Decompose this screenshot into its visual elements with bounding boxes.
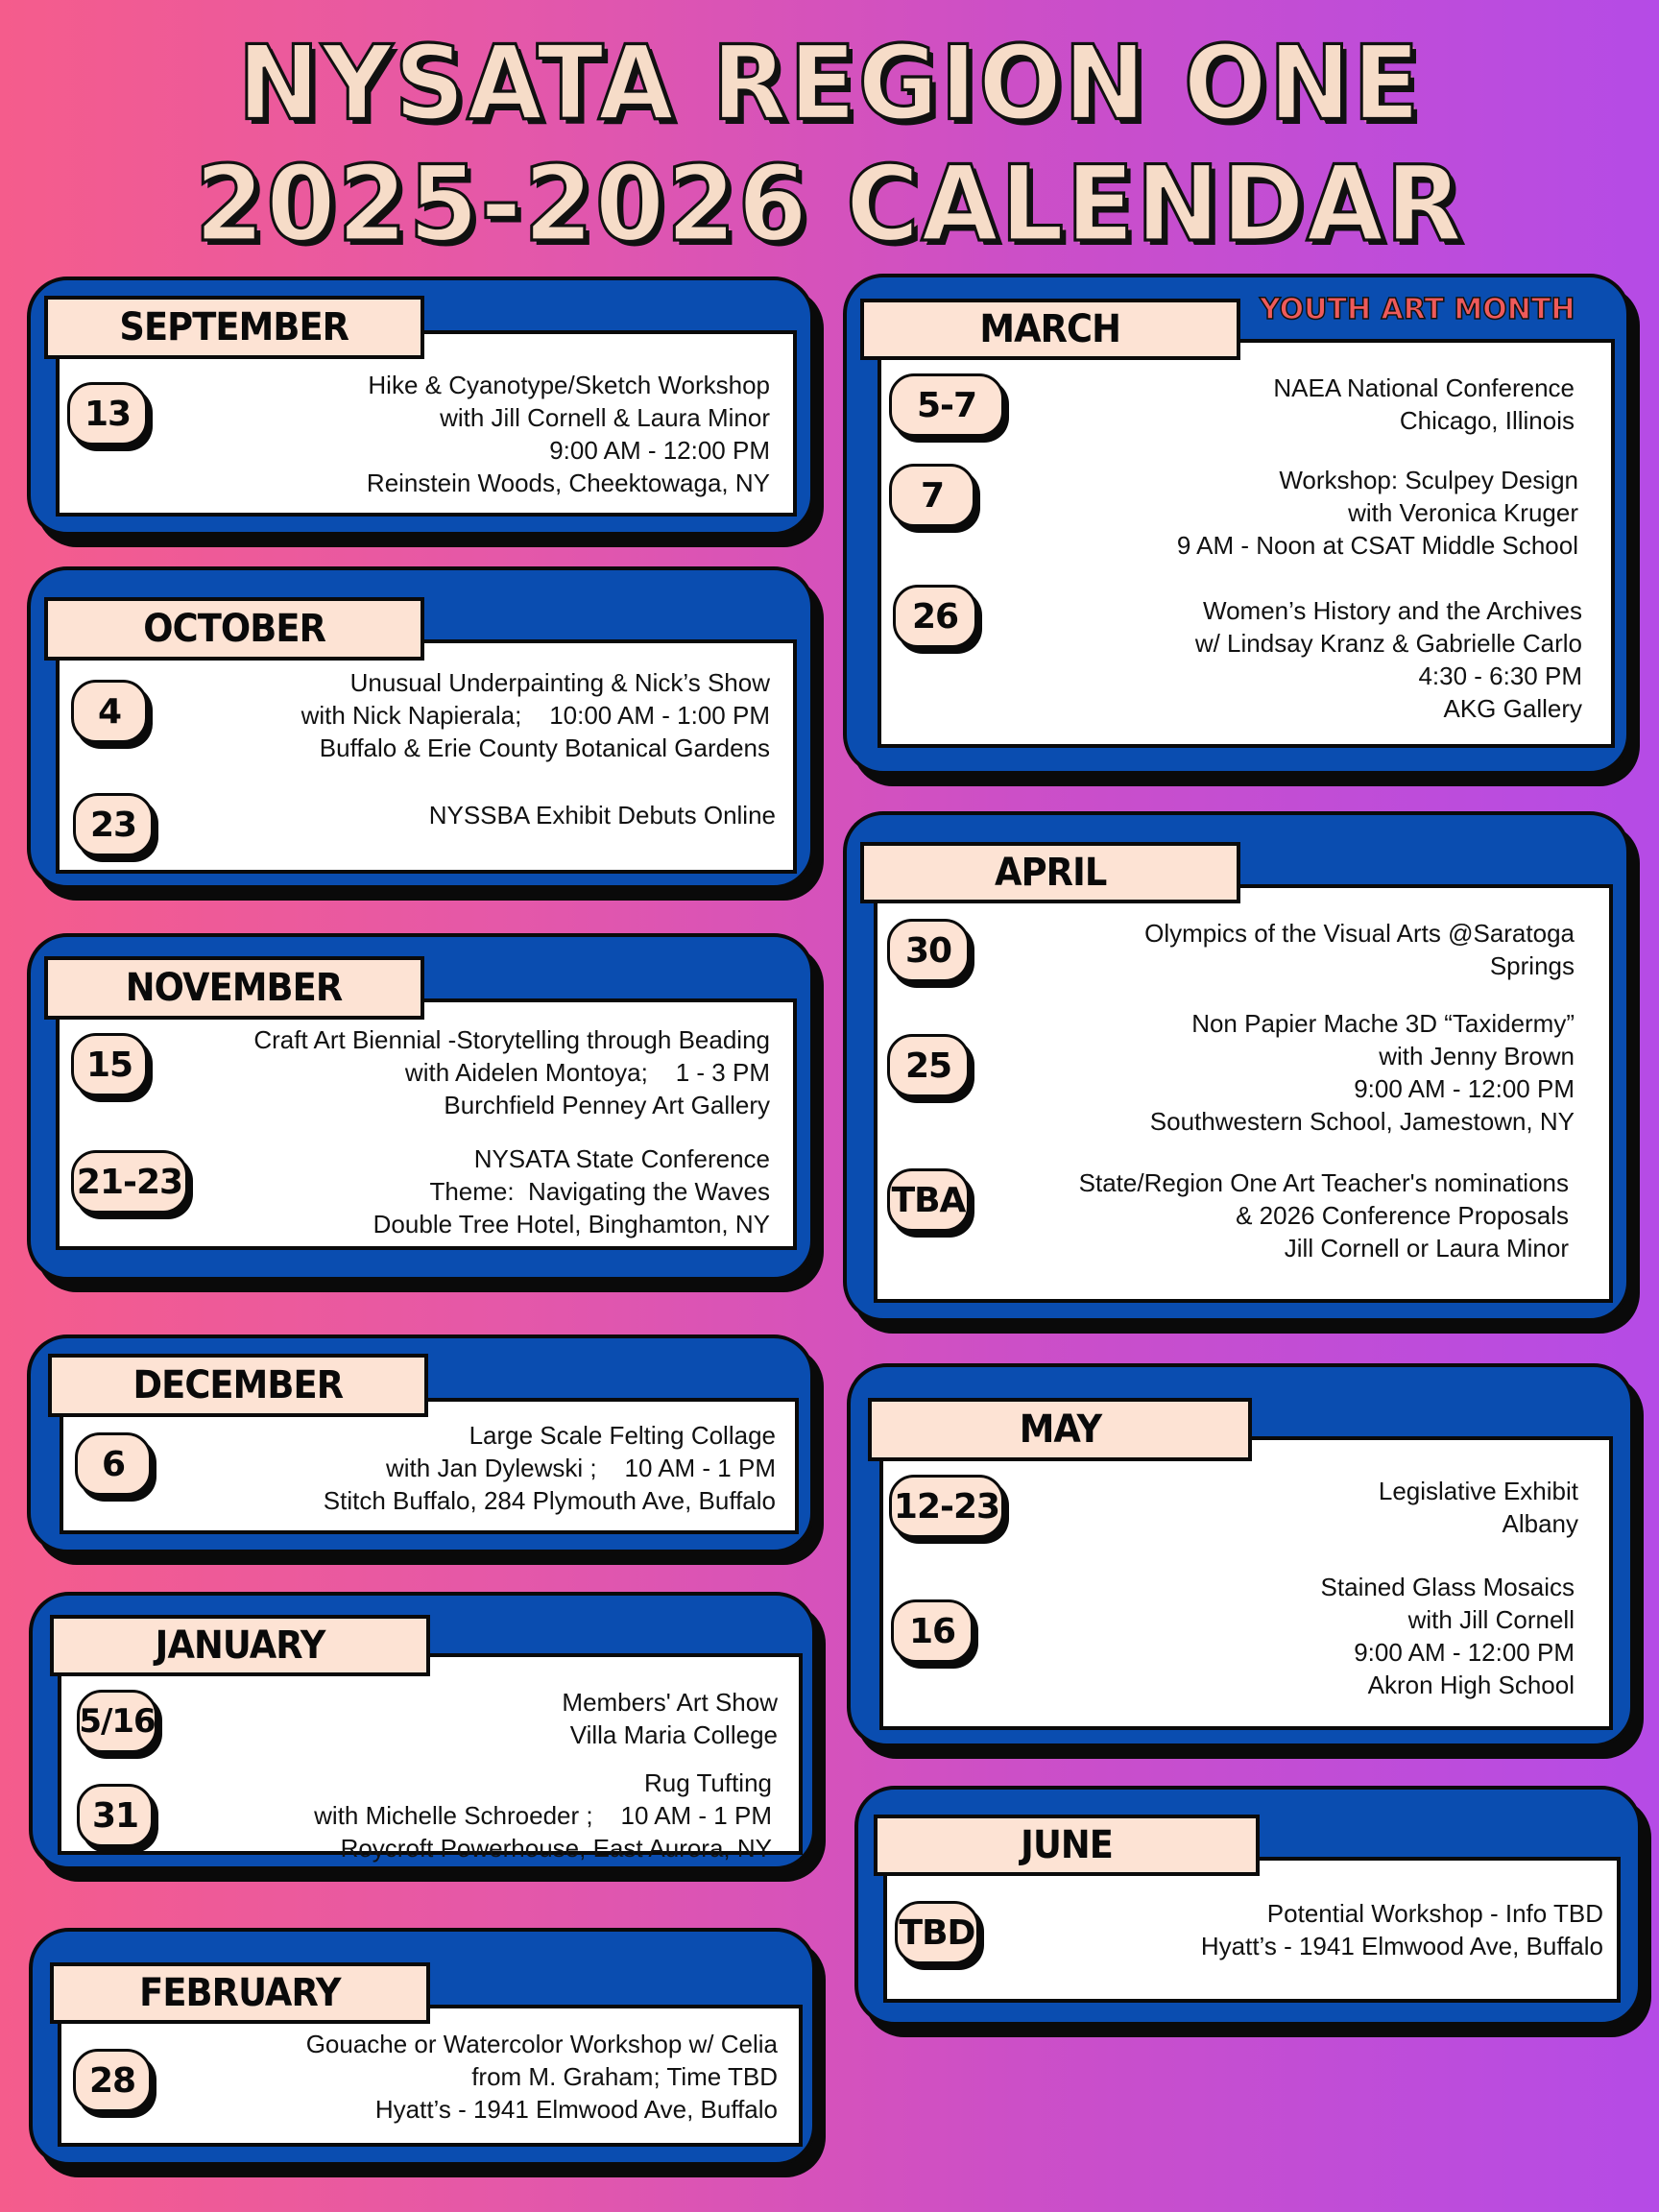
event-details: Workshop: Sculpey Design with Veronica Kruger 9 AM - Noon at CSAT Middle School [1176, 466, 1578, 560]
month-card-december [27, 1334, 814, 1553]
month-label: JANUARY [50, 1615, 430, 1676]
month-label: SEPTEMBER [44, 296, 424, 359]
event-details: Large Scale Felting Collage with Jan Dylewski ; 10 AM - 1 PM Stitch Buffalo, 284 Plymouth Ave, Buffalo [323, 1421, 776, 1515]
month-card-february [29, 1928, 816, 2166]
month-label: OCTOBER [44, 597, 424, 661]
event-details: Stained Glass Mosaics with Jill Cornell 9:00 AM - 12:00 PM Akron High School [1320, 1573, 1575, 1699]
event-details: Gouache or Watercolor Workshop w/ Celia from M. Graham; Time TBD Hyatt’s - 1941 Elmwood Ave, Buffalo [305, 2030, 778, 2124]
event-details: Craft Art Biennial -Storytelling through Beading with Aidelen Montoya; 1 - 3 PM Burchfield Penney Art Gallery [253, 1025, 770, 1119]
date-badge: 16 [891, 1599, 974, 1663]
month-card-may [847, 1363, 1634, 1747]
event-details: State/Region One Art Teacher's nominations & 2026 Conference Proposals Jill Cornell or Laura Minor [1078, 1168, 1569, 1262]
event-details: Rug Tufting with Michelle Schroeder ; 10 AM - 1 PM Roycroft Powerhouse, East Aurora, NY [314, 1768, 772, 1863]
month-card-september [27, 276, 814, 536]
event-details: Unusual Underpainting & Nick’s Show with Nick Napierala; 10:00 AM - 1:00 PM Buffalo & Erie County Botanical Gardens [301, 668, 770, 762]
event-details: Members' Art Show Villa Maria College [562, 1688, 778, 1749]
event-details: Hike & Cyanotype/Sketch Workshop with Jill Cornell & Laura Minor 9:00 AM - 12:00 PM Reinstein Woods, Cheektowaga, NY [366, 371, 770, 497]
date-badge: 26 [893, 585, 977, 648]
date-badge: 28 [73, 2049, 152, 2112]
month-card-march [843, 274, 1630, 775]
event-details: NAEA National Conference Chicago, Illinois [1273, 373, 1575, 435]
month-card-november [27, 933, 814, 1281]
event-details: Olympics of the Visual Arts @Saratoga Springs [1144, 919, 1575, 980]
date-badge: 25 [887, 1034, 970, 1097]
date-badge: TBA [887, 1168, 970, 1232]
event-details: Non Papier Mache 3D “Taxidermy” with Jenny Brown 9:00 AM - 12:00 PM Southwestern School, Jamestown, NY [1149, 1009, 1575, 1136]
month-label: DECEMBER [48, 1354, 428, 1417]
month-card-june [854, 1786, 1642, 2026]
date-badge: 31 [77, 1784, 154, 1847]
date-badge: 30 [887, 919, 970, 982]
month-label: FEBRUARY [50, 1962, 430, 2024]
event-details: Women’s History and the Archives w/ Lindsay Kranz & Gabrielle Carlo 4:30 - 6:30 PM AKG Gallery [1194, 596, 1582, 723]
month-card-january [29, 1592, 816, 1870]
date-badge: 13 [67, 382, 148, 445]
month-label: NOVEMBER [44, 956, 424, 1020]
page-title-line-1: NYSATA REGION ONE [237, 24, 1422, 144]
month-label: MARCH [860, 299, 1240, 360]
month-card-april [843, 811, 1630, 1322]
event-details: Potential Workshop - Info TBD Hyatt’s - 1941 Elmwood Ave, Buffalo [1200, 1899, 1603, 1960]
month-label: MAY [868, 1398, 1252, 1461]
date-badge: 5-7 [889, 373, 1004, 437]
month-label: JUNE [874, 1815, 1260, 1876]
date-badge: 4 [71, 680, 148, 743]
date-badge: TBD [895, 1901, 979, 1964]
youth-art-month-tag: YOUTH ART MONTH [1260, 293, 1575, 326]
month-label: APRIL [860, 842, 1240, 903]
page-title-line-2: 2025-2026 CALENDAR [194, 141, 1465, 266]
date-badge: 12-23 [889, 1475, 1004, 1538]
month-card-october [27, 566, 814, 889]
date-badge: 6 [75, 1432, 152, 1496]
event-details: NYSSBA Exhibit Debuts Online [428, 801, 776, 830]
date-badge: 7 [889, 464, 975, 527]
event-details: Legislative Exhibit Albany [1378, 1477, 1578, 1538]
date-badge: 5/16 [77, 1690, 157, 1753]
event-details: NYSATA State Conference Theme: Navigating the Waves Double Tree Hotel, Binghamton, NY [373, 1144, 770, 1238]
date-badge: 15 [71, 1033, 148, 1096]
date-badge: 21-23 [71, 1150, 188, 1214]
date-badge: 23 [73, 793, 154, 856]
